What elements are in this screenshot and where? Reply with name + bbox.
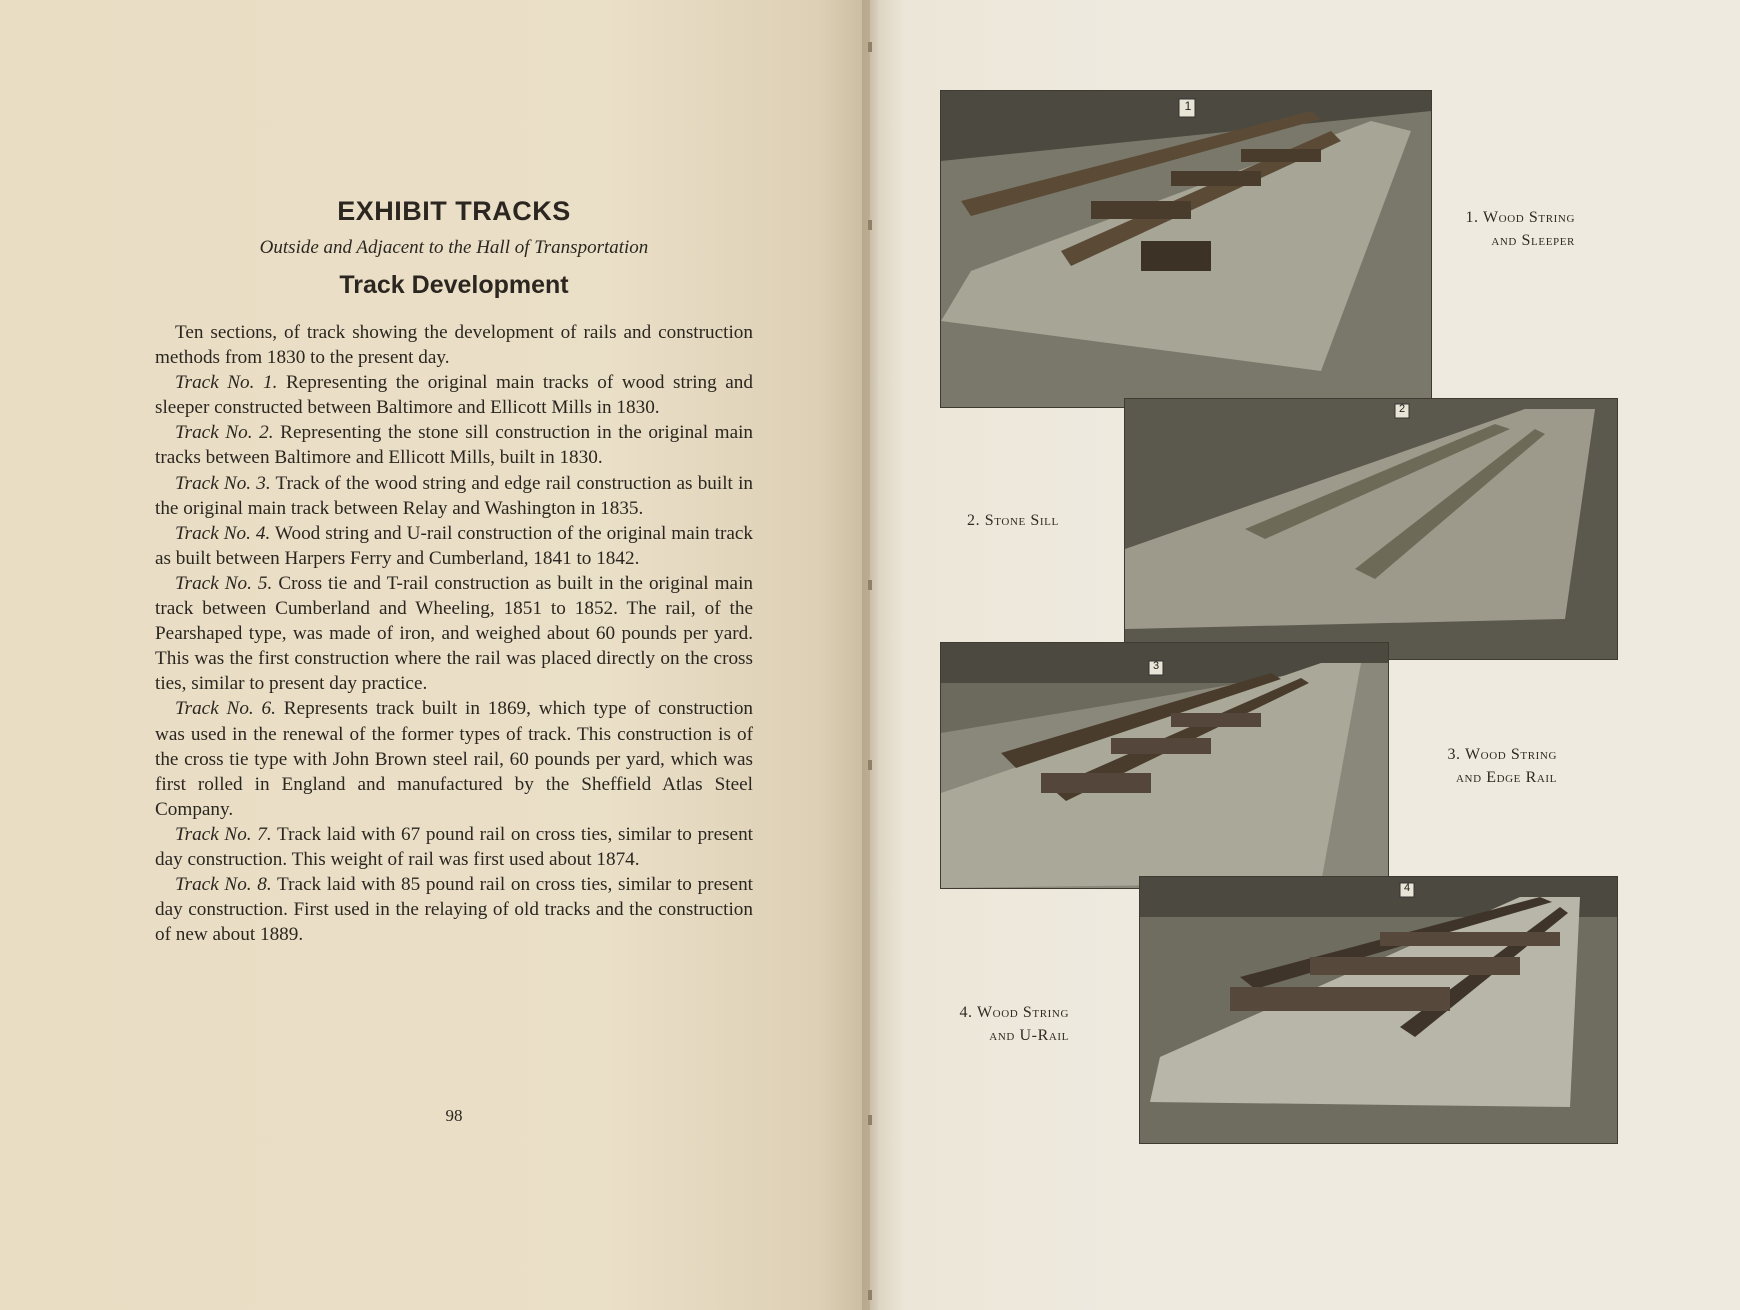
track-4-paragraph [155,521,753,571]
caption-1-line-1: 1. Wood String [1465,209,1575,226]
track-5-lead: Track No. 5. [175,572,273,594]
track-6-lead: Track No. 6. [175,698,276,720]
caption-3-line-2: and Edge Rail [1455,769,1557,786]
track-2-text: Representing the stone sill construction in the original main tracks between Baltimore and Ellicott Mills, built in 1830. [155,422,754,469]
photo-track-3 [941,643,1388,888]
caption-4-line-1: 4. Wood String [959,1004,1069,1021]
photo-track-2 [1125,399,1617,659]
page-number: 98 [445,1106,463,1125]
caption-3-line-1: 3. Wood String [1447,746,1557,763]
photo-track-4 [1140,877,1617,1143]
track-7-paragraph [155,822,753,872]
photo-2-marker: 2 [1398,403,1406,415]
track-8-text: Track laid with 85 pound rail on cross ties, similar to present day construction. First used in the relaying of old tracks and the construction of new about 1889. [155,874,753,946]
photo-track-1 [941,91,1431,407]
caption-1-line-2: and Sleeper [1491,232,1575,249]
photo-1-marker: 1 [1184,99,1192,113]
photo-track-4-image [1140,877,1617,1143]
binding-stitch [868,1290,872,1300]
binding-stitch [868,42,872,52]
caption-photo-1 [1455,206,1575,252]
binding-stitch [868,760,872,770]
track-3-text: Track of the wood string and edge rail construction as built in the original main track between Relay and Washington in 1835. [155,472,753,519]
track-7-lead: Track No. 7. [175,823,272,845]
track-4-lead: Track No. 4. [175,522,271,544]
photo-3-marker: 3 [1152,660,1160,672]
photo-track-2-image [1125,399,1617,659]
track-5-text: Cross tie and T-rail construction as built in the original main track between Cumberland and Wheeling, 1851 to 1852. The rail, of the Pearshaped type, was made of iron, and weighed about 60 pounds per yard. This was the first construction where the rail was placed directly on the cross ties, similar to present day practice. [155,572,754,695]
photo-4-marker: 4 [1403,882,1411,894]
section-title: Track Development [339,271,569,299]
caption-photo-2 [967,509,1059,532]
track-4-text: Wood string and U-rail construction of the original main track as built between Harpers Ferry and Cumberland, 1841 to 1842. [155,522,753,569]
page-title: EXHIBIT TRACKS [337,196,571,226]
caption-photo-4 [945,1001,1069,1047]
binding-stitch [868,220,872,230]
track-3-paragraph [155,471,753,521]
binding-stitch [868,1115,872,1125]
photo-track-3-image [941,643,1388,888]
track-5-paragraph [155,571,753,696]
page-subtitle: Outside and Adjacent to the Hall of Transportation [259,237,649,258]
track-6-text: Represents track built in 1869, which type of construction was used in the renewal of the former types of track. This construction is of the cross tie type with John Brown steel rail, 60 pounds per yard, which was first rolled in England and manufactured by the Sheffield Atlas Steel Company. [155,698,754,820]
track-2-paragraph [155,420,753,470]
binding-stitch [868,580,872,590]
book-gutter [862,0,878,1310]
text-block [155,190,754,1125]
track-1-lead: Track No. 1. [175,372,278,394]
caption-2-line-1: 2. Stone Sill [967,512,1059,529]
track-1-text: Representing the original main tracks of wood string and sleeper constructed between Baltimore and Ellicott Mills in 1830. [155,372,753,419]
right-page [870,0,1740,1310]
caption-4-line-2: and U-Rail [989,1027,1069,1044]
track-3-lead: Track No. 3. [175,472,271,494]
track-8-lead: Track No. 8. [175,874,272,896]
intro-paragraph: Ten sections, of track showing the development of rails and construction methods from 1830 to the present day. [155,322,753,369]
track-8-paragraph [155,872,753,947]
track-6-paragraph [155,696,753,821]
track-1-paragraph [155,370,753,420]
track-2-lead: Track No. 2. [175,422,274,444]
photo-track-1-image [941,91,1431,407]
caption-photo-3 [1425,743,1557,789]
track-7-text: Track laid with 67 pound rail on cross ties, similar to present day construction. This weight of rail was first used about 1874. [155,823,753,870]
